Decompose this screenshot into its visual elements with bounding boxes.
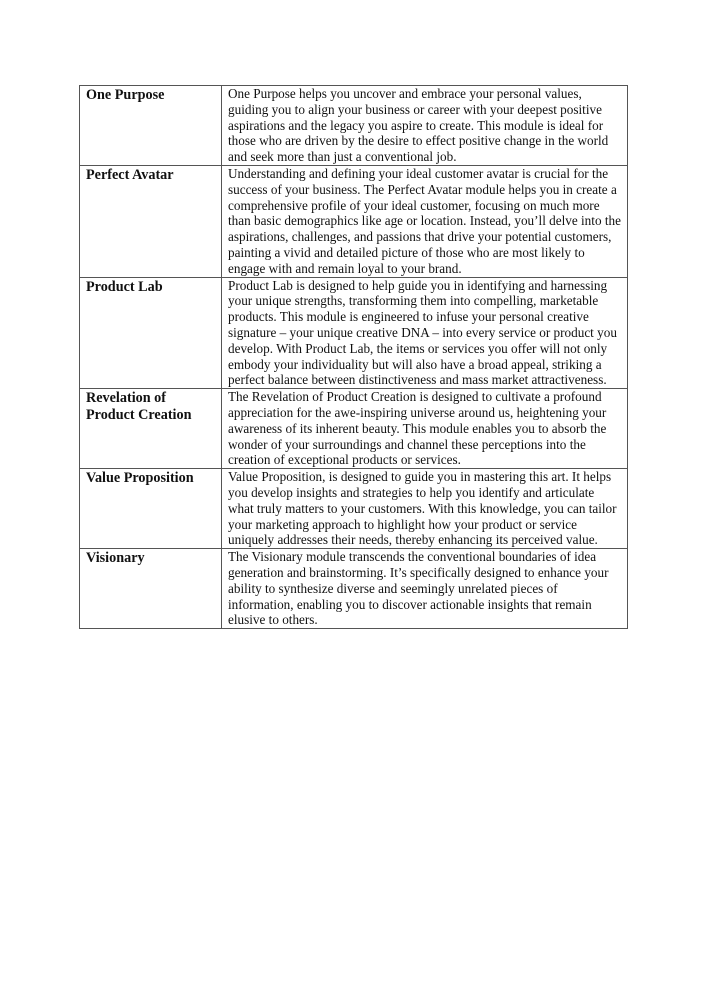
table-row bbox=[80, 165, 628, 277]
modules-table bbox=[79, 85, 628, 629]
module-description: One Purpose helps you uncover and embrace your personal values, guiding you to align your business or career with your deepest positive aspirations and the legacy you aspire to create. This module is ideal for those who are driven by the desire to effect positive change in the world and seek more than just a conventional job. bbox=[222, 86, 628, 166]
module-description: Value Proposition, is designed to guide you in mastering this art. It helps you develop insights and strategies to help you identify and articulate what truly matters to your customers. With this knowledge, you can tailor your marketing approach to highlight how your product or service uniquely addresses their needs, thereby enhancing its perceived value. bbox=[222, 469, 628, 549]
module-name: Visionary bbox=[80, 549, 222, 629]
module-name: Value Proposition bbox=[80, 469, 222, 549]
table-row bbox=[80, 277, 628, 389]
module-description: The Visionary module transcends the conventional boundaries of idea generation and brainstorming. It’s specifically designed to enhance your ability to synthesize diverse and seemingly unrelated pieces of information, enabling you to discover actionable insights that remain elusive to others. bbox=[222, 549, 628, 629]
table-row bbox=[80, 549, 628, 629]
module-description: Product Lab is designed to help guide you in identifying and harnessing your unique strengths, transforming them into compelling, marketable products. This module is engineered to infuse your personal creative signature – your unique creative DNA – into every service or product you develop. With Product Lab, the items or services you offer will not only embody your individuality but will also have a broad appeal, striking a perfect balance between distinctiveness and mass market attractiveness. bbox=[222, 277, 628, 389]
module-name: Product Lab bbox=[80, 277, 222, 389]
module-name: Revelation of Product Creation bbox=[80, 389, 222, 469]
module-description: Understanding and defining your ideal customer avatar is crucial for the success of your business. The Perfect Avatar module helps you in create a comprehensive profile of your ideal customer, focusing on much more than basic demographics like age or location. Instead, you’ll delve into the aspirations, challenges, and passions that drive your potential customers, painting a vivid and detailed picture of those who are most likely to engage with and remain loyal to your brand. bbox=[222, 165, 628, 277]
table-row bbox=[80, 389, 628, 469]
module-name: One Purpose bbox=[80, 86, 222, 166]
module-name: Perfect Avatar bbox=[80, 165, 222, 277]
module-description: The Revelation of Product Creation is designed to cultivate a profound appreciation for the awe-inspiring universe around us, heightening your awareness of its inherent beauty. This module enables you to absorb the wonder of your surroundings and channel these perceptions into the creation of exceptional products or services. bbox=[222, 389, 628, 469]
table-row bbox=[80, 86, 628, 166]
table-row bbox=[80, 469, 628, 549]
